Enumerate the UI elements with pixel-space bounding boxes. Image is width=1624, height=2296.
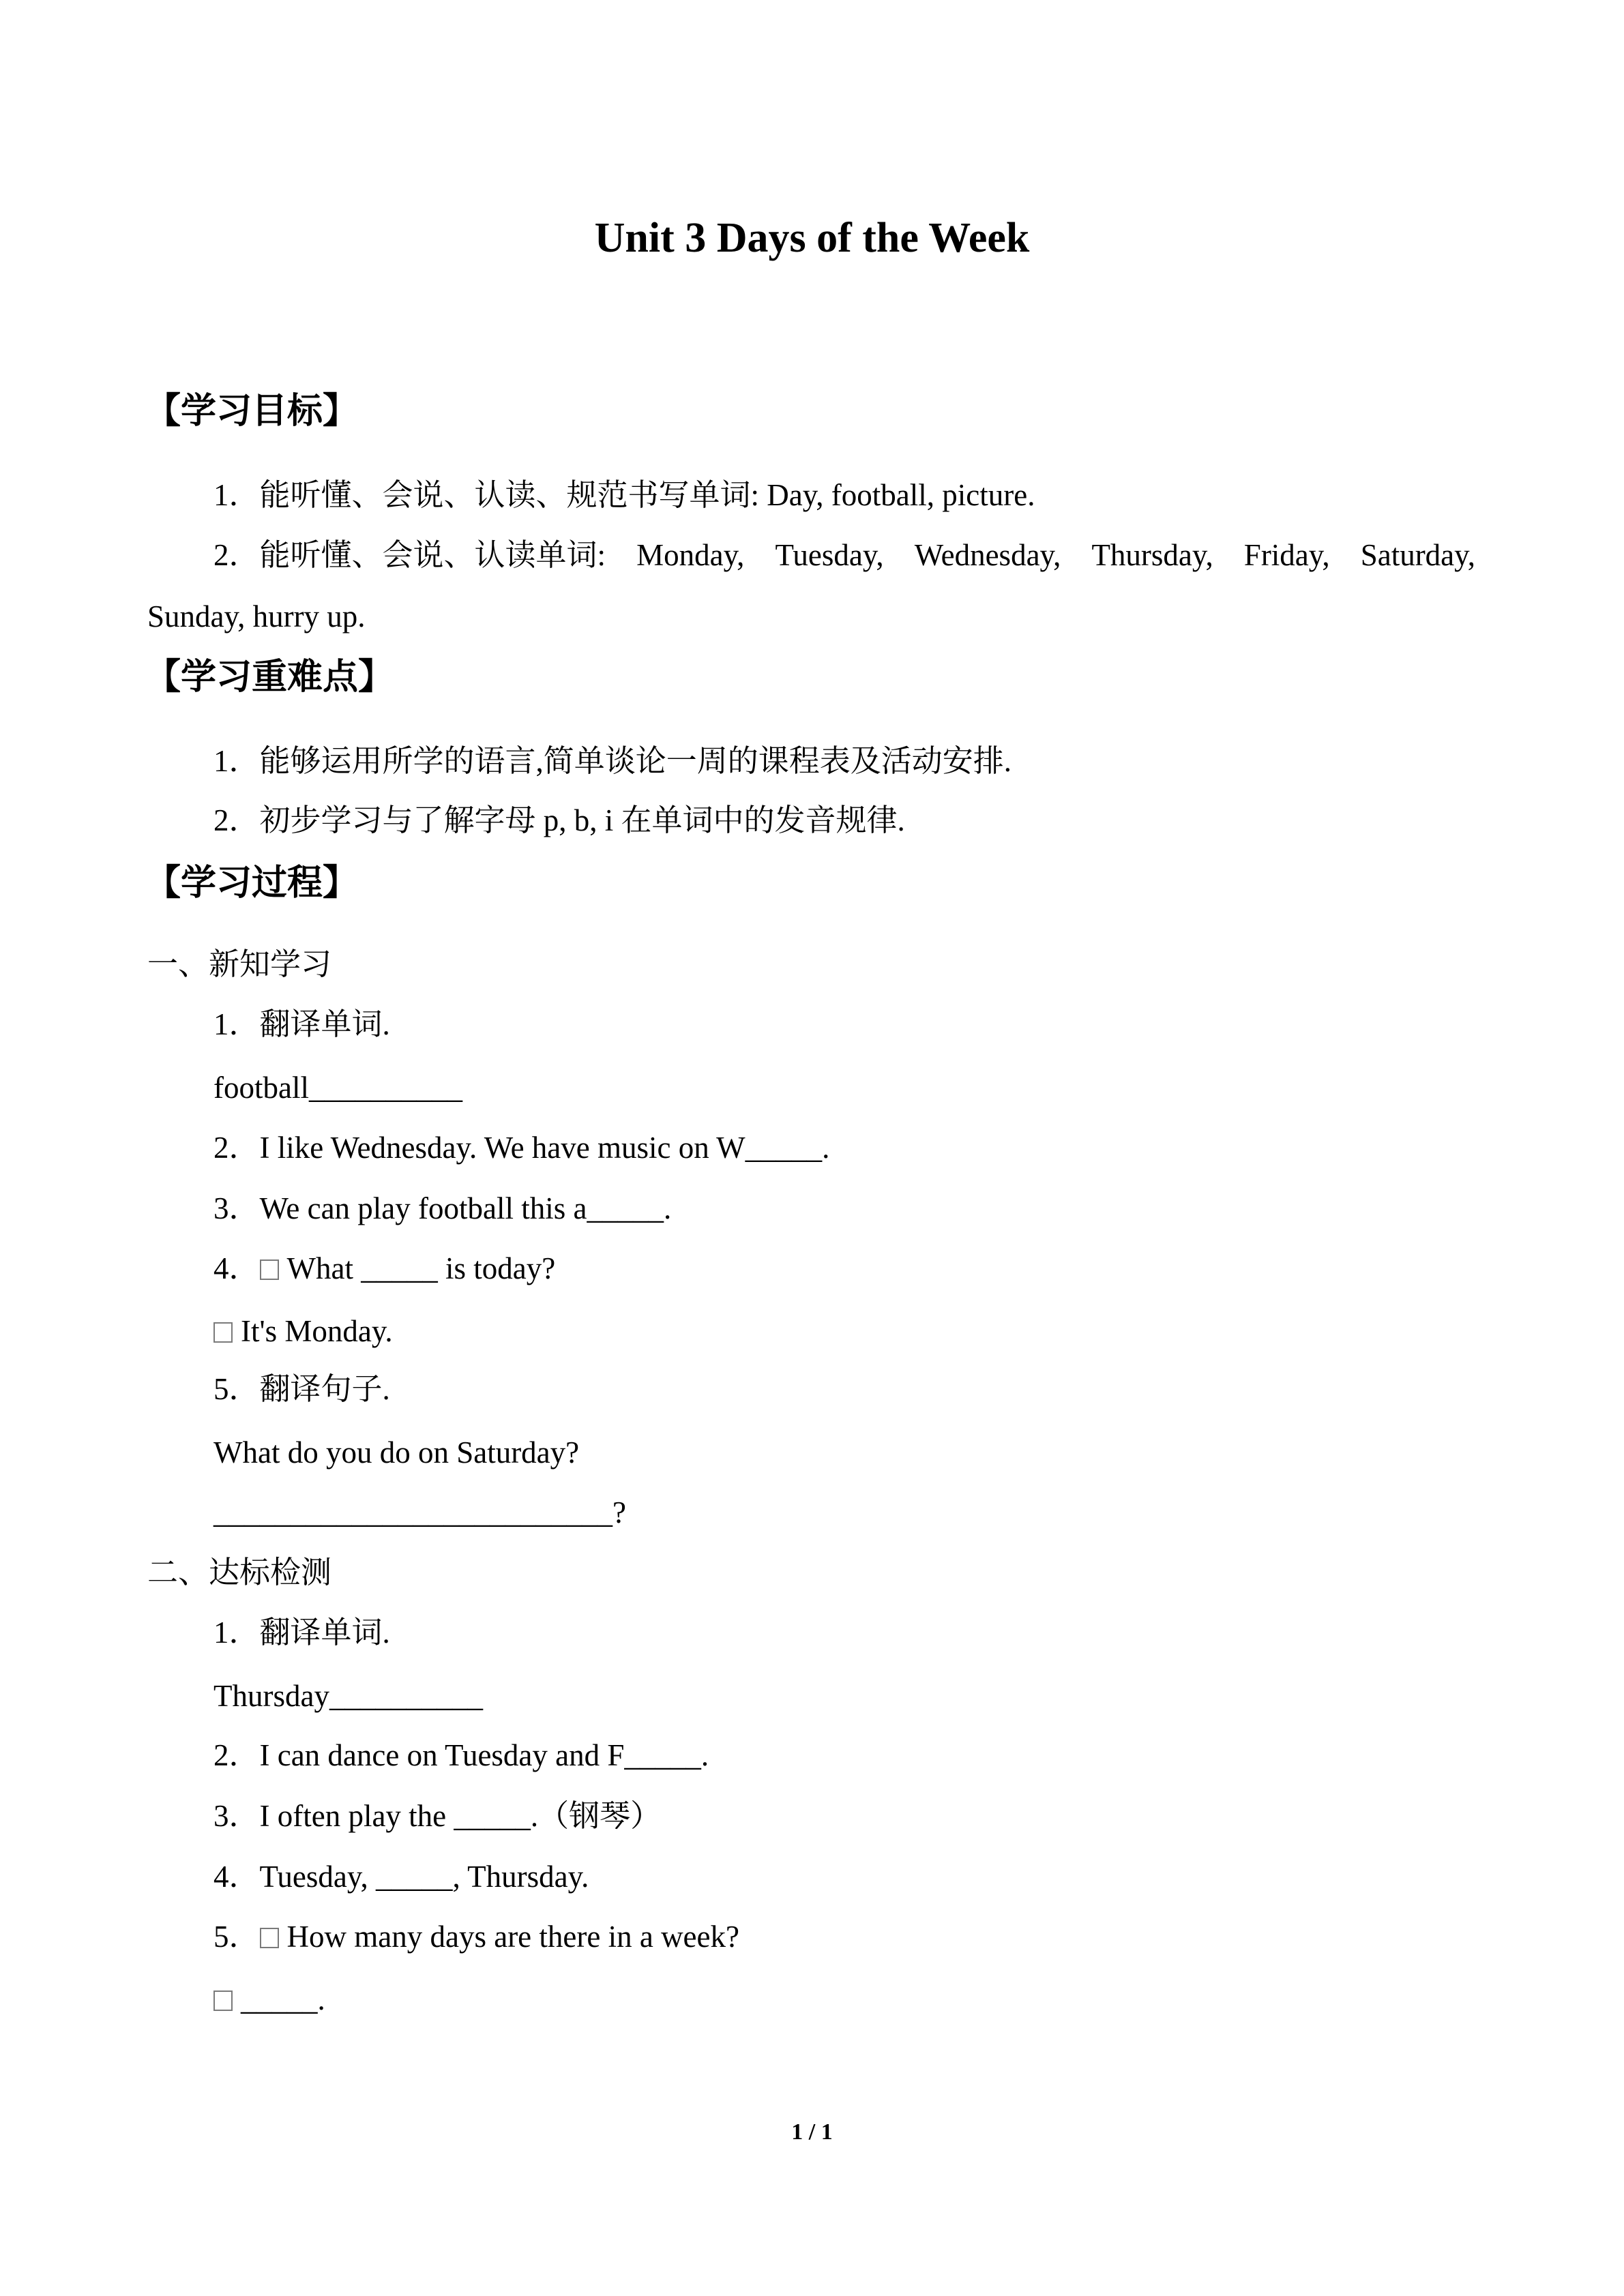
dialogue-marker-box [260, 1928, 279, 1948]
goal-item-2-part: Thursday, [1091, 538, 1213, 572]
key-point-item-2: 2．初步学习与了解字母 p, b, i 在单词中的发音规律. [213, 803, 905, 837]
section-heading-process: 【学习过程】 [145, 864, 359, 903]
goal-item-2-part: Saturday, [1360, 538, 1475, 572]
part1-question-4-answer [213, 1316, 393, 1347]
part1-question-5-blank: __________________________? [213, 1495, 626, 1530]
part1-question-4 [213, 1253, 555, 1284]
part1-question-1: 1．翻译单词. [213, 1007, 390, 1041]
part2-question-1: 1．翻译单词. [213, 1615, 390, 1650]
section-heading-key-points: 【学习重难点】 [145, 658, 394, 697]
document-title: Unit 3 Days of the Week [594, 215, 1030, 261]
part1-question-5-sentence: What do you do on Saturday? [213, 1435, 580, 1470]
part2-question-5-number: 5． [213, 1920, 260, 1954]
part2-question-5 [213, 1922, 739, 1952]
dialogue-marker-box [260, 1259, 279, 1280]
part1-question-4-answer-text: It's Monday. [241, 1314, 393, 1348]
goal-item-2-part: Monday, [636, 538, 745, 572]
goal-item-2-part: 2．能听懂、会说、认读单词: [213, 538, 606, 572]
part2-question-2: 2．I can dance on Tuesday and F_____. [213, 1738, 709, 1772]
goal-item-1: 1．能听懂、会说、认读、规范书写单词: Day, football, picture. [213, 478, 1035, 512]
part2-question-5-text: How many days are there in a week? [286, 1920, 739, 1954]
dialogue-marker-box [213, 1991, 233, 2011]
goal-item-2 [213, 540, 1475, 571]
part2-question-5-answer-text: _____. [241, 1982, 325, 2016]
goal-item-2-part: Wednesday, [914, 538, 1061, 572]
part1-question-5: 5．翻译句子. [213, 1372, 390, 1406]
part2-question-5-answer [213, 1984, 325, 2015]
part1-question-4-number: 4． [213, 1251, 260, 1285]
goal-item-2-part: Tuesday, [775, 538, 884, 572]
part1-question-2: 2．I like Wednesday. We have music on W_____. [213, 1131, 830, 1165]
part2-question-1-word: Thursday__________ [213, 1679, 483, 1713]
part1-question-4-text: What _____ is today? [286, 1251, 556, 1285]
part2-heading: 二、达标检测 [147, 1555, 332, 1590]
goal-item-2-part: Friday, [1243, 538, 1330, 572]
dialogue-marker-box [213, 1322, 233, 1343]
part2-question-4: 4．Tuesday, _____, Thursday. [213, 1860, 589, 1894]
part1-question-3: 3．We can play football this a_____. [213, 1191, 672, 1225]
section-heading-goals: 【学习目标】 [145, 392, 359, 431]
key-point-item-1: 1．能够运用所学的语言,简单谈论一周的课程表及活动安排. [213, 744, 1012, 778]
part1-heading: 一、新知学习 [147, 947, 332, 981]
goal-item-2-continuation: Sunday, hurry up. [147, 599, 366, 633]
part1-question-1-word: football__________ [213, 1071, 462, 1105]
part2-question-3: 3．I often play the _____.（钢琴） [213, 1799, 662, 1833]
page-number: 1 / 1 [791, 2119, 833, 2145]
